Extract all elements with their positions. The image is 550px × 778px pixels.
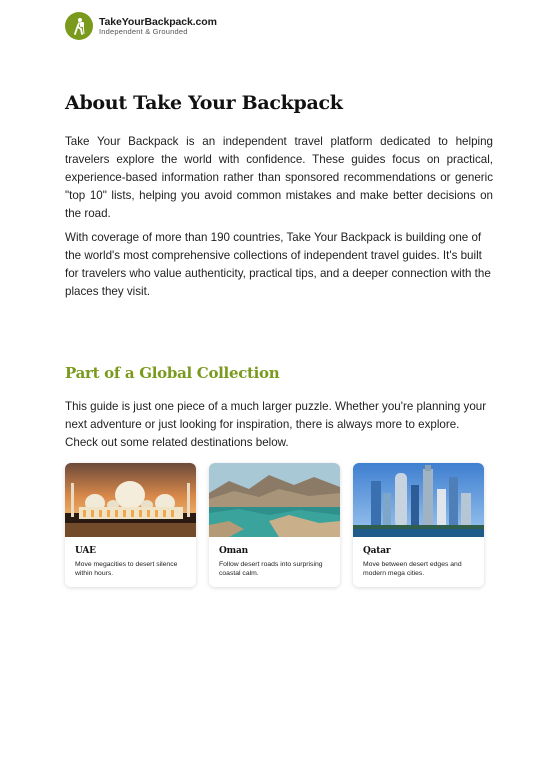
about-title: About Take Your Backpack xyxy=(65,92,343,114)
hiker-icon[interactable] xyxy=(65,12,93,40)
uae-mosque-image xyxy=(65,463,196,537)
destination-card-uae[interactable] xyxy=(65,463,196,587)
card-title[interactable]: Oman xyxy=(219,546,248,556)
destination-card-oman[interactable] xyxy=(209,463,340,587)
collection-title: Part of a Global Collection xyxy=(65,364,280,382)
oman-fjord-image xyxy=(209,463,340,537)
site-name[interactable]: TakeYourBackpack.com xyxy=(99,15,217,28)
site-header xyxy=(65,12,217,40)
card-title[interactable]: UAE xyxy=(75,546,96,556)
card-description: Follow desert roads into surprising coastal calm. xyxy=(219,561,323,577)
about-paragraph-2: With coverage of more than 190 countries, Take Your Backpack is building one of the world's most comprehensive collections of independent travel guides. It's built for travelers who value authenticity, practical tips, and a deeper connection with the places they visit. xyxy=(65,231,491,298)
site-tagline: Independent & Grounded xyxy=(99,26,188,36)
card-title[interactable]: Qatar xyxy=(363,546,391,556)
about-paragraph-1: Take Your Backpack is an independent travel platform dedicated to helping travelers explore the world with confidence. These guides focus on practical, experience-based information rather than sponsored recommendations or generic "top 10" lists, helping you avoid common mistakes and make better decisions on the road. xyxy=(65,135,493,220)
destination-card-qatar[interactable] xyxy=(353,463,484,587)
qatar-skyline-image xyxy=(353,463,484,537)
collection-intro: This guide is just one piece of a much larger puzzle. Whether you're planning your next adventure or just looking for inspiration, there is always more to explore. Check out some related destinations below. xyxy=(65,400,487,449)
card-description: Move between desert edges and modern mega cities. xyxy=(363,561,462,577)
brand-text xyxy=(99,17,217,36)
destination-cards xyxy=(65,463,484,587)
card-description: Move megacities to desert silence within hours. xyxy=(75,561,178,577)
